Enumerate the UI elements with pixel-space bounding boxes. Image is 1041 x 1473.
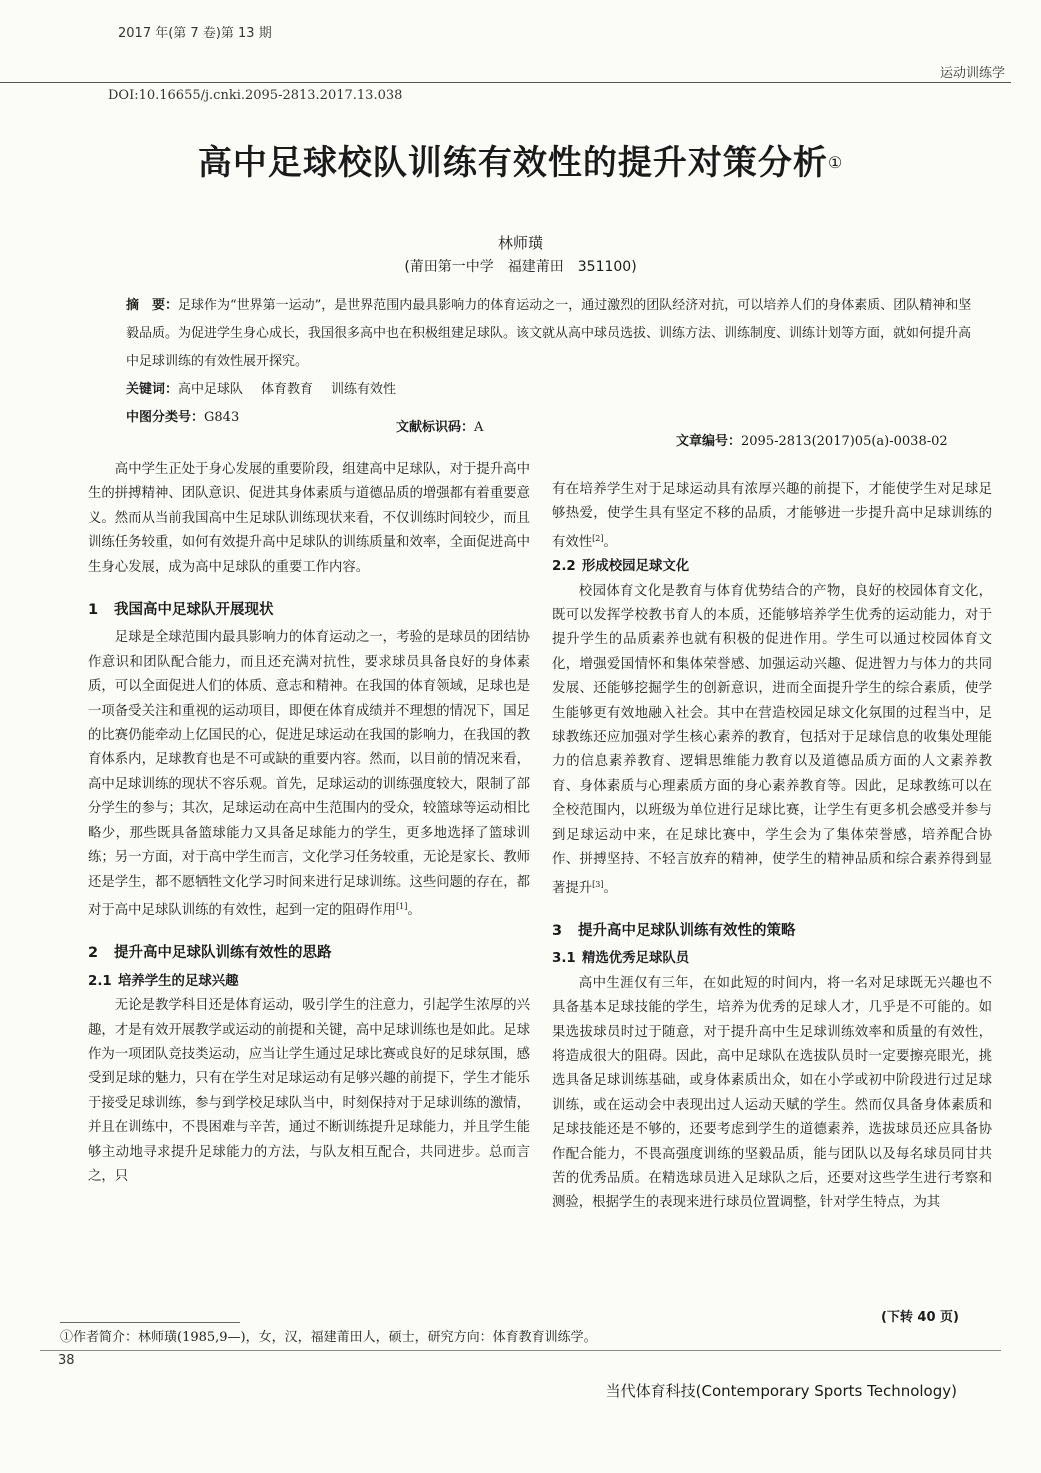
issue-info: 2017 年(第 7 卷)第 13 期	[118, 26, 272, 41]
section-number: 2	[88, 945, 99, 962]
doi: DOI:10.16655/j.cnki.2095-2813.2017.13.038	[108, 88, 403, 103]
article-no-value: 2095-2813(2017)05(a)-0038-02	[741, 434, 948, 449]
keywords-label: 关键词：	[126, 382, 179, 397]
journal-name: 当代体育科技(Contemporary Sports Technology)	[605, 1382, 957, 1400]
subsection-number: 2.1	[88, 973, 112, 989]
subsection-title: 形成校园足球文化	[582, 559, 690, 575]
author-affiliation: (莆田第一中学 福建莆田 351100)	[404, 259, 637, 275]
article-no-label: 文章编号：	[676, 434, 742, 449]
body-paragraph: 足球是全球范围内最具影响力的体育运动之一，考验的是球员的团结协作意识和团队配合能力，而且还充满对抗性，要求球员具备良好的身体素质，可以全面促进人们的体质、意志和精神。在我国的体育领域，足球也是一项备受关注和重视的运动项目，即便在体育成绩并不理想的情况下，国足的比赛仍能牵动上亿国民的心，促进足球运动在我国的影响力，在我国的教育体系内，足球教育也是不可或缺的重要内容。然而，以目前的情况来看，高中足球训练的现状不容乐观。首先，足球运动的训练强度较大，限制了部分学生的参与；其次，足球运动在高中生范围内的受众，较篮球等运动相比略少，那些既具备篮球能力又具备足球能力的学生，更多地选择了篮球训练；另一方面，对于高中学生而言，文化学习任务较重，无论是家长、教师还是学生，都不愿牺牲文化学习时间来进行足球训练。这些问题的存在，都对于高中足球队训练的有效性，起到一定的阻碍作用[1]。	[88, 630, 530, 918]
keywords	[126, 378, 396, 397]
body-paragraph: 无论是教学科目还是体育运动，吸引学生的注意力，引起学生浓厚的兴趣，才是有效开展教学或运动的前提和关键，高中足球训练也是如此。足球作为一项团队竞技类运动，应当让学生通过足球比赛或良好的足球氛围，感受到足球的魅力，只有在学生对足球运动有足够兴趣的前提下，学生才能乐于接受足球训练，参与到学校足球队当中，时刻保持对于足球训练的激情，并且在训练中，不畏困难与辛苦，通过不断训练提升足球能力，并且学生能够主动地寻求提升足球能力的方法，与队友相互配合，共同进步。总而言之，只	[88, 998, 530, 1184]
section-heading-3	[552, 919, 992, 943]
clc-value: G843	[204, 410, 240, 425]
subsection-heading-2-1	[88, 970, 530, 994]
section-number: 3	[552, 922, 563, 939]
section-title: 提升高中足球队训练有效性的思路	[114, 945, 332, 962]
section-heading-1	[88, 598, 530, 622]
footnote-rule	[60, 1322, 240, 1323]
header-rule	[0, 82, 1011, 83]
section-title: 提升高中足球队训练有效性的策略	[578, 922, 796, 939]
keyword: 训练有效性	[331, 382, 397, 397]
subsection-heading-3-1	[552, 947, 992, 971]
body-paragraph-continued: 有在培养学生对于足球运动具有浓厚兴趣的前提下，才能使学生对足球足够热爱，使学生具有坚定不移的品质，才能够进一步提升高中足球训练的有效性[2]。	[552, 482, 992, 550]
paragraph-text: 校园体育文化是教育与体育优势结合的产物，良好的校园体育文化，既可以发挥学校教书育人的本质，还能够培养学生优秀的运动能力，对于提升学生的品质素养也就有积极的促进作用。学生可以通过校园体育文化，增强爱国情怀和集体荣誉感、加强运动兴趣、促进智力与体力的共同发展、还能够挖掘学生的创新意识，进而全面提升学生的综合素质，使学生能够更有效地融入社会。其中在营造校园足球文化氛围的过程当中，足球教练还应加强对学生核心素养的教育，包括对于足球信息的收集处理能力的信息素养教育、逻辑思维能力教育以及道德品质方面的人文素养教育、身体素质与心理素质方面的身心素养教育等。因此，足球教练可以在全校范围内，以班级为单位进行足球比赛，让学生有更多机会感受并参与到足球运动中来，在足球比赛中，学生会为了集体荣誉感，培养配合协作、拼搏坚持、不轻言放弃的精神，使学生的精神品质和综合素养得到显著提升	[552, 583, 992, 896]
document-code	[396, 416, 483, 435]
section-number: 1	[88, 602, 99, 619]
page-number: 38	[58, 1353, 75, 1368]
citation: [2]	[592, 533, 604, 543]
article-number	[676, 430, 948, 449]
footer-rule	[40, 1350, 1001, 1351]
paragraph-text: 有在培养学生对于足球运动具有浓厚兴趣的前提下，才能使学生对足球足够热爱，使学生具有坚定不移的品质，才能够进一步提升高中足球训练的有效性	[552, 482, 992, 550]
abstract-text: 足球作为“世界第一运动”，是世界范围内最具影响力的体育运动之一，通过激烈的团队经济对抗，可以培养人们的身体素质、团队精神和坚毅品质。为促进学生身心成长，我国很多高中也在积极组建足球队。该文就从高中球员选拔、训练方法、训练制度、训练计划等方面，就如何提升高中足球训练的有效性展开探究。	[126, 298, 972, 369]
left-column	[88, 458, 530, 1189]
body-paragraph: 高中生涯仅有三年，在如此短的时间内，将一名对足球既无兴趣也不具备基本足球技能的学生，培养为优秀的足球人才，几乎是不可能的。如果选拔球员时过于随意，对于提升高中生足球训练效率和质量的有效性，将造成很大的阻碍。因此，高中足球队在选拔队员时一定要擦亮眼光，挑选具备足球训练基础，或身体素质出众，如在小学或初中阶段进行过足球训练，或在运动会中表现出过人运动天赋的学生。然而仅具备身体素质和足球技能还是不够的，还要考虑到学生的道德素养，选拔球员还应具备协作配合能力，不畏高强度训练的坚毅品质，能与团队以及每名球员同甘共苦的优秀品质。在精选球员进入足球队之后，还要对这些学生进行考察和测验，根据学生的表现来进行球员位置调整，针对学生特点，为其	[552, 975, 992, 1211]
title-footnote-mark: ①	[827, 153, 844, 172]
intro-paragraph: 高中学生正处于身心发展的重要阶段，组建高中足球队，对于提升高中生的拼搏精神、团队意识、促进其身体素质与道德品质的增强都有着重要意义。然而从当前我国高中生足球队训练现状来看，不仅训练时间较少，而且训练任务较重，如何有效提升高中足球队的训练质量和效率，全面促进高中生身心发展，成为高中足球队的重要工作内容。	[88, 462, 530, 575]
citation: [1]	[395, 901, 408, 911]
abstract-label: 摘 要：	[126, 298, 179, 313]
subsection-number: 3.1	[552, 951, 576, 967]
continued-note: (下转 40 页)	[880, 1310, 959, 1325]
doc-code-value: A	[474, 420, 484, 435]
section-heading-2	[88, 941, 530, 965]
body-paragraph: 校园体育文化是教育与体育优势结合的产物，良好的校园体育文化，既可以发挥学校教书育人的本质，还能够培养学生优秀的运动能力，对于提升学生的品质素养也就有积极的促进作用。学生可以通过校园体育文化，增强爱国情怀和集体荣誉感、加强运动兴趣、促进智力与体力的共同发展、还能够挖掘学生的创新意识，进而全面提升学生的综合素质，使学生能够更有效地融入社会。其中在营造校园足球文化氛围的过程当中，足球教练还应加强对学生核心素养的教育，包括对于足球信息的收集处理能力的信息素养教育、逻辑思维能力教育以及道德品质方面的人文素养教育、身体素质与心理素质方面的身心素养教育等。因此，足球教练可以在全校范围内，以班级为单位进行足球比赛，让学生有更多机会感受并参与到足球运动中来，在足球比赛中，学生会为了集体荣誉感，培养配合协作、拼搏坚持、不轻言放弃的精神，使学生的精神品质和综合素养得到显著提升[3]。	[552, 583, 992, 896]
right-column	[552, 478, 992, 1216]
abstract	[126, 292, 978, 376]
keyword: 体育教育	[261, 382, 314, 397]
title-text: 高中足球校队训练有效性的提升对策分析	[197, 143, 828, 183]
paragraph-text: 足球是全球范围内最具影响力的体育运动之一，考验的是球员的团结协作意识和团队配合能力，而且还充满对抗性，要求球员具备良好的身体素质，可以全面促进人们的体质、意志和精神。在我国的体育领域，足球也是一项备受关注和重视的运动项目，即便在体育成绩并不理想的情况下，国足的比赛仍能牵动上亿国民的心，促进足球运动在我国的影响力，在我国的教育体系内，足球教育也是不可或缺的重要内容。然而，以目前的情况来看，高中足球训练的现状不容乐观。首先，足球运动的训练强度较大，限制了部分学生的参与；其次，足球运动在高中生范围内的受众，较篮球等运动相比略少，那些既具备篮球能力又具备足球能力的学生，更多地选择了篮球训练；另一方面，对于高中学生而言，文化学习任务较重，无论是家长、教师还是学生，都不愿牺牲文化学习时间来进行足球训练。这些问题的存在，都对于高中足球队训练的有效性，起到一定的阻碍作用	[88, 630, 530, 918]
subsection-number: 2.2	[552, 559, 576, 575]
article-title	[0, 135, 1041, 184]
subsection-title: 培养学生的足球兴趣	[118, 973, 239, 989]
section-title: 我国高中足球队开展现状	[114, 602, 274, 619]
clc-label: 中图分类号：	[126, 410, 205, 425]
section-name: 运动训练学	[939, 66, 1005, 81]
keyword: 高中足球队	[178, 382, 244, 397]
author-footnote: ①作者简介：林师璜(1985,9—)，女，汉，福建莆田人，硕士，研究方向：体育教育训练学。	[60, 1330, 597, 1345]
clc-number	[126, 406, 239, 425]
doc-code-label: 文献标识码：	[396, 420, 475, 435]
author-name: 林师璜	[497, 234, 543, 252]
citation: [3]	[592, 879, 604, 889]
subsection-title: 精选优秀足球队员	[582, 951, 690, 967]
subsection-heading-2-2	[552, 555, 992, 579]
